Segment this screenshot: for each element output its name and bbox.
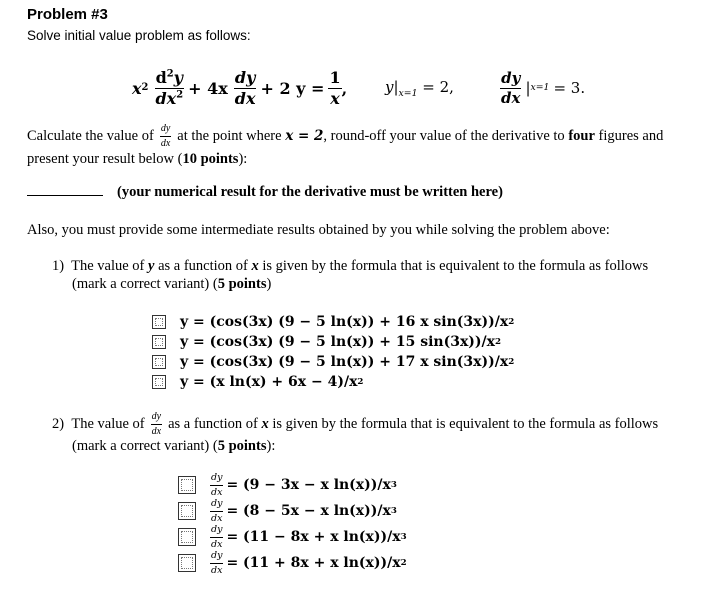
q2-derivative (151, 412, 162, 437)
task-line-2 (27, 151, 247, 168)
q1-line-2 (72, 276, 271, 293)
q2-option[interactable]: $\frac{dy}{dx}$ = (9 − 3x − x ln(x))/x 3 (178, 472, 407, 498)
q2-line-1 (52, 410, 658, 438)
q2-points: 5 points (217, 438, 267, 454)
q2-line-2 (72, 438, 275, 455)
task-points: 10 points (182, 151, 239, 167)
ode-rhs (328, 67, 341, 108)
ode-d2-exp: 2 (166, 68, 174, 80)
q2-option[interactable]: $\frac{dy}{dx}$ = (11 − 8x + x ln(x))/x 3 (178, 524, 407, 550)
q1-x: x (251, 258, 259, 274)
q2-text-b: as a function of (168, 415, 258, 432)
q1-text-e: ) (266, 276, 272, 292)
task-text-e: present your result below ( (27, 151, 183, 167)
q1-option[interactable]: y = (x ln(x) + 6x − 4)/x 2 (152, 372, 514, 392)
q1-option-text: y = (cos(3x) (9 − 5 ln(x)) + 17 x sin(3x))/x (180, 354, 509, 370)
q2-text-e: ): (266, 438, 276, 454)
ode-first-derivative (234, 67, 257, 108)
q2-frac-den: dx (151, 425, 162, 437)
initial-condition-dy: $\frac{dy}{dx}$ | x=1 = 3. (501, 68, 586, 107)
ic1-val: = 2, (422, 78, 454, 96)
q1-text-d: (mark a correct variant) ( (72, 276, 218, 292)
q2-text-a: The value of (71, 415, 145, 432)
q2-text-c: is given by the formula that is equivalent to the formula as follows (272, 415, 659, 432)
ode-d2: d (155, 67, 167, 87)
q2-option-den: dx (211, 486, 223, 498)
q1-option-checkbox[interactable] (152, 335, 166, 349)
q2-option-derivative (210, 473, 223, 497)
q1-option[interactable]: y = (cos(3x) (9 − 5 ln(x)) + 15 sin(3x))/x 2 (152, 332, 514, 352)
ode-dx: dx (234, 88, 256, 108)
ode-plus-2y: + 2 y = (260, 78, 325, 98)
task-text-f: ): (238, 151, 248, 167)
ode-y: y (173, 67, 183, 87)
q2-option-derivative (210, 551, 223, 575)
q2-options (178, 472, 407, 576)
answer-placeholder: (your numerical result for the derivative must be written here) (117, 184, 503, 200)
q1-option-checkbox[interactable] (152, 375, 166, 389)
q1-text-c: is given by the formula that is equivalent to the formula as follows (262, 258, 649, 274)
ode-dx2: dx (155, 88, 177, 108)
q2-number: 2) (52, 415, 65, 432)
q2-option-checkbox[interactable] (178, 528, 196, 546)
q1-option-text: y = (x ln(x) + 6x − 4)/x (180, 374, 358, 390)
q1-option-text: y = (cos(3x) (9 − 5 ln(x)) + 16 x sin(3x))/x (180, 314, 509, 330)
q2-frac-num: dy (151, 412, 162, 425)
q1-option-checkbox[interactable] (152, 315, 166, 329)
q1-y: y (148, 258, 155, 274)
task-x-eq: x = 2 (285, 128, 324, 144)
q2-option-derivative (210, 525, 223, 549)
ode-equation: x 2 $\frac{d^2y}{dx^2}$ + 4x $\frac{dy}{dx}$ + 2 y = $\frac{1}{x}$ , (132, 67, 348, 108)
ode-rhs-den: x (330, 88, 340, 108)
ic2-val: = 3. (553, 79, 586, 97)
answer-blank[interactable] (27, 194, 103, 196)
q1-text-b: as a function of (158, 258, 248, 274)
q2-option-text: = (11 − 8x + x ln(x))/x (226, 529, 401, 545)
ode-second-derivative (154, 67, 184, 108)
q2-x: x (261, 415, 269, 432)
intermediate-intro: Also, you must provide some intermediate results obtained by you while solving the problem above: (27, 222, 610, 238)
q2-option-derivative (210, 499, 223, 523)
q2-option[interactable]: $\frac{dy}{dx}$ = (8 − 5x − x ln(x))/x 3 (178, 498, 407, 524)
task-four: four (568, 127, 595, 144)
answer-line (27, 184, 503, 201)
q2-option-text: = (9 − 3x − x ln(x))/x (226, 477, 391, 493)
q1-options (152, 312, 514, 392)
ic2-derivative (500, 68, 521, 107)
q1-option[interactable]: y = (cos(3x) (9 − 5 ln(x)) + 16 x sin(3x))/x 2 (152, 312, 514, 332)
ic2-dx: dx (501, 88, 521, 107)
q2-option-checkbox[interactable] (178, 476, 196, 494)
q2-option-num: dy (210, 551, 223, 564)
ode-dy: dy (234, 67, 256, 87)
task-text-c: , round-off your value of the derivative to (323, 127, 565, 144)
q2-option-checkbox[interactable] (178, 554, 196, 572)
task-derivative (160, 124, 171, 149)
q2-option-den: dx (211, 564, 223, 576)
task-text-d: figures and (598, 127, 664, 144)
q2-option-num: dy (210, 525, 223, 538)
q2-text-d: (mark a correct variant) ( (72, 438, 218, 454)
ode-x: x (132, 78, 142, 98)
ic1-y: y| (385, 78, 399, 96)
task-line-1 (27, 123, 663, 149)
q2-option-checkbox[interactable] (178, 502, 196, 520)
q1-text-a: The value of (71, 258, 145, 274)
ode-comma: , (341, 78, 348, 98)
q2-option-den: dx (211, 538, 223, 550)
ode-rhs-num: 1 (329, 67, 341, 87)
q1-points: 5 points (217, 276, 267, 292)
q1-option[interactable]: y = (cos(3x) (9 − 5 ln(x)) + 17 x sin(3x))/x 2 (152, 352, 514, 372)
q2-option-num: dy (210, 473, 223, 486)
ic2-dy: dy (501, 68, 521, 87)
q1-number: 1) (52, 258, 65, 274)
task-frac-num: dy (160, 124, 171, 137)
q1-option-checkbox[interactable] (152, 355, 166, 369)
ic1-sub: x=1 (398, 88, 418, 99)
q2-option-num: dy (210, 499, 223, 512)
q1-option-text: y = (cos(3x) (9 − 5 ln(x)) + 15 sin(3x))/x (180, 334, 495, 350)
q2-option-text: = (11 + 8x + x ln(x))/x (226, 555, 401, 571)
q1-line-1 (52, 258, 648, 275)
ic2-bar: | (525, 79, 531, 97)
q2-option-text: = (8 − 5x − x ln(x))/x (226, 503, 391, 519)
ode-dx2-exp: 2 (176, 89, 184, 101)
problem-subtitle: Solve initial value problem as follows: (27, 28, 251, 43)
problem-title: Problem #3 (27, 6, 108, 23)
q2-option-den: dx (211, 512, 223, 524)
task-text-b: at the point where (177, 127, 282, 144)
q2-option[interactable]: $\frac{dy}{dx}$ = (11 + 8x + x ln(x))/x 2 (178, 550, 407, 576)
task-frac-den: dx (160, 137, 171, 149)
task-text-a: Calculate the value of (27, 127, 154, 144)
ode-plus-4x: + 4x (188, 78, 228, 98)
initial-condition-y (385, 78, 454, 99)
